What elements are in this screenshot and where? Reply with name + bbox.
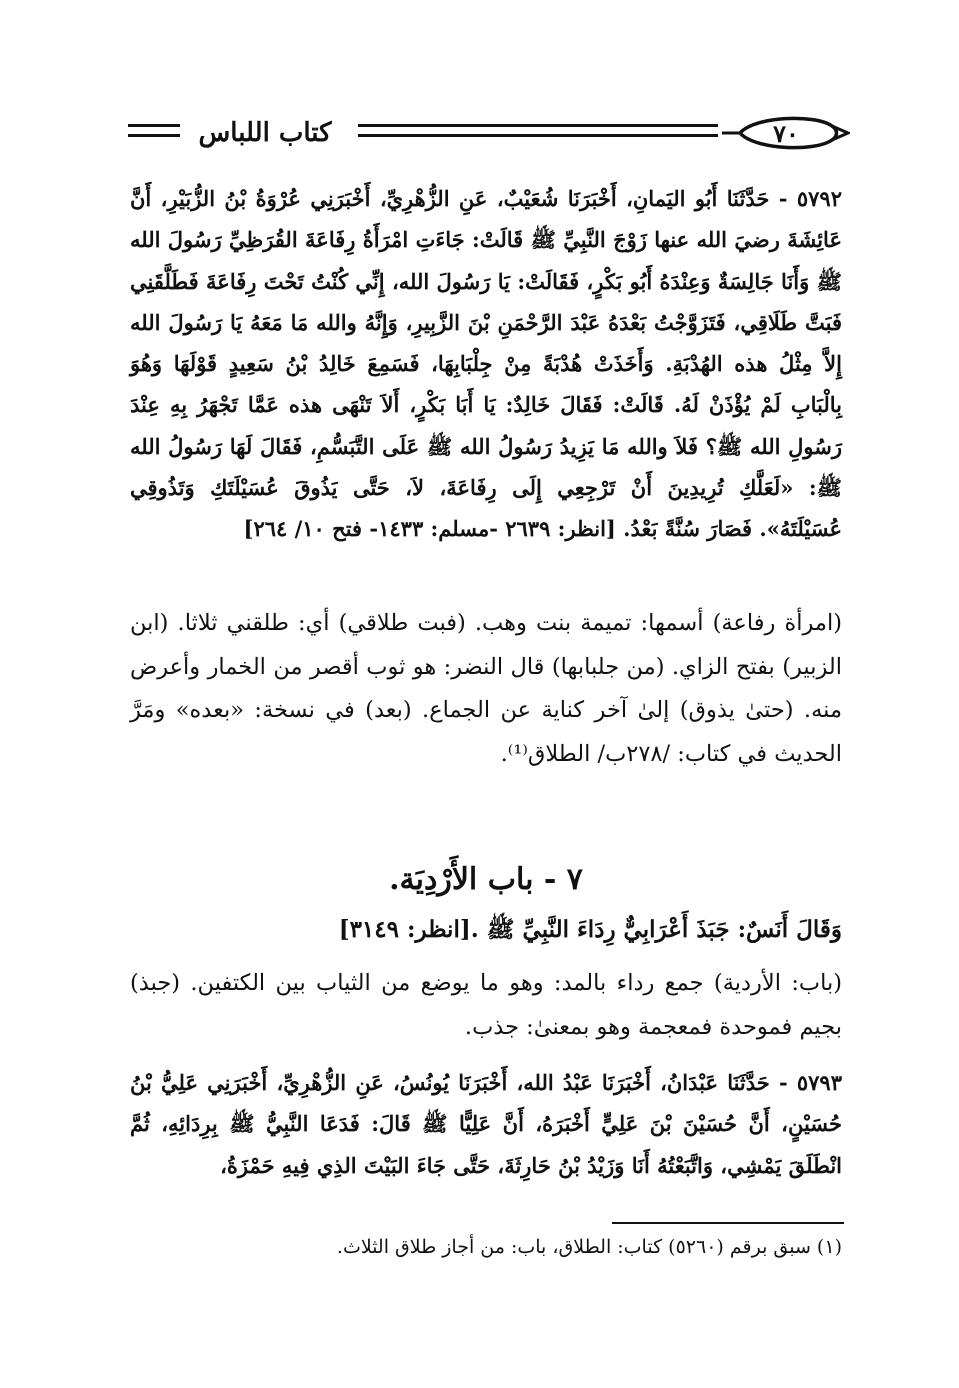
page-number-frame — [720, 108, 850, 158]
footnote-separator — [612, 1222, 844, 1224]
anas-tradition-text: وَقَالَ أَنَسٌ: جَبَذَ أَعْرَابِيٌّ رِدَاءَ النَّبِيِّ ﷺ .[انظر: ٣١٤٩] — [338, 916, 842, 943]
page-number: ٧٠ — [773, 119, 799, 148]
commentary-5792 — [130, 602, 842, 776]
header-rule-left — [128, 124, 180, 137]
hadith-5792-text: ٥٧٩٢ - حَدَّثَنَا أَبُو اليَمانِ، أَخْبَرَنَا شُعَيْبٌ، عَنِ الزُّهْرِيِّ، أَخْبَرَنِي عُرْوَةُ بْنُ الزُّبَيْرِ، أَنَّ عَائِشَةَ رضيَ الله عنها زَوْجَ النَّبِيِّ ﷺ قَالَتْ: جَاءَتِ امْرَأَةُ رِفَاعَةَ القُرَظِيِّ رَسُولَ الله ﷺ وَأَنَا جَالِسَةٌ وَعِنْدَهُ أَبُو بَكْرٍ، فَقَالَتْ: يَا رَسُولَ الله، إِنِّي كُنْتُ تَحْتَ رِفَاعَةَ فَطَلَّقَنِي فَبَتَّ طَلَاقِي، فَتَزَوَّجْتُ بَعْدَهُ عَبْدَ الرَّحْمَنِ بْنَ الزَّبِيرِ، وَإِنَّهُ والله مَا مَعَهُ يَا رَسُولَ الله إِلاَّ مِثْلُ هذه الهُدْبَةِ. وَأَخَذَتْ هُدْبَةً مِنْ جِلْبَابِهَا، فَسَمِعَ خَالِدُ بْنُ سَعِيدٍ قَوْلَهَا وَهُوَ بِالْبَابِ لَمْ يُؤْذَنْ لَهُ. قَالَتْ: فَقَالَ خَالِدٌ: يَا أَبَا بَكْرٍ، أَلاَ تَنْهَى هذه عَمَّا تَجْهَرُ بِهِ عِنْدَ رَسُولِ الله ﷺ؟ فَلاَ والله مَا يَزِيدُ رَسُولُ الله ﷺ عَلَى التَّبَسُّمِ، فَقَالَ لَهَا رَسُولُ الله ﷺ: «لَعَلَّكِ تُرِيدِينَ أَنْ تَرْجِعِي إِلَى رِفَاعَةَ، لاَ، حَتَّى يَذُوقَ عُسَيْلَتَكِ وَتَذُوقِي عُسَيْلَتَهُ». فَصَارَ سُنَّةً بَعْدُ. [انظر: ٢٦٣٩ -مسلم: ١٤٣٣- فتح ١٠/ ٢٦٤] — [130, 186, 842, 542]
footnote: (١) سبق برقم (٥٢٦٠) كتاب: الطلاق، باب: من أجاز طلاق الثلاث. — [336, 1236, 842, 1258]
book-title: كتاب اللباس — [198, 118, 332, 148]
header-rule — [358, 124, 718, 137]
chapter-heading: ٧ - باب الأَرْدِيَة. — [389, 862, 583, 897]
hadith-5793 — [130, 1062, 842, 1186]
commentary-chapter — [130, 962, 842, 1049]
commentary-5792-text: (امرأة رفاعة) أسمها: تميمة بنت وهب. (فبت طلاقي) أي: طلقني ثلاثا. (ابن الزبير) بفتح الزاي. (من جلبابها) قال النضر: هو ثوب أقصر من الخمار وأعرض منه. (حتىٰ يذوق) إلىٰ آخر كناية عن الجماع. (بعد) في نسخة: «بعده» ومَرَّ الحديث في كتاب: /٢٧٨ب/ الطلاق⁽¹⁾. — [130, 610, 842, 767]
page-header — [120, 108, 850, 158]
anas-tradition — [130, 910, 842, 950]
commentary-chapter-text: (باب: الأردية) جمع رداء بالمد: وهو ما يوضع من الثياب بين الكتفين. (جبذ) بجيم فموحدة فمعجمة وهو بمعنىٰ: جذب. — [130, 970, 842, 1040]
hadith-5792 — [130, 178, 842, 550]
page-number-ornament — [720, 108, 850, 158]
hadith-5793-text: ٥٧٩٣ - حَدَّثَنَا عَبْدَانُ، أَخْبَرَنَا عَبْدُ الله، أَخْبَرَنَا يُونُسُ، عَنِ الزُّهْرِيِّ، أَخْبَرَنِي عَلِيُّ بْنُ حُسَيْنٍ، أَنَّ حُسَيْنَ بْنَ عَلِيٍّ أَخْبَرَهُ، أَنَّ عَلِيًّا ﷺ قَالَ: فَدَعَا النَّبِيُّ ﷺ بِرِدَائِهِ، ثُمَّ انْطَلَقَ يَمْشِي، وَاتَّبَعْتُهُ أَنَا وَزَيْدُ بْنُ حَارِثَةَ، حَتَّى جَاءَ البَيْتَ الذِي فِيهِ حَمْزَةُ، — [130, 1070, 842, 1178]
